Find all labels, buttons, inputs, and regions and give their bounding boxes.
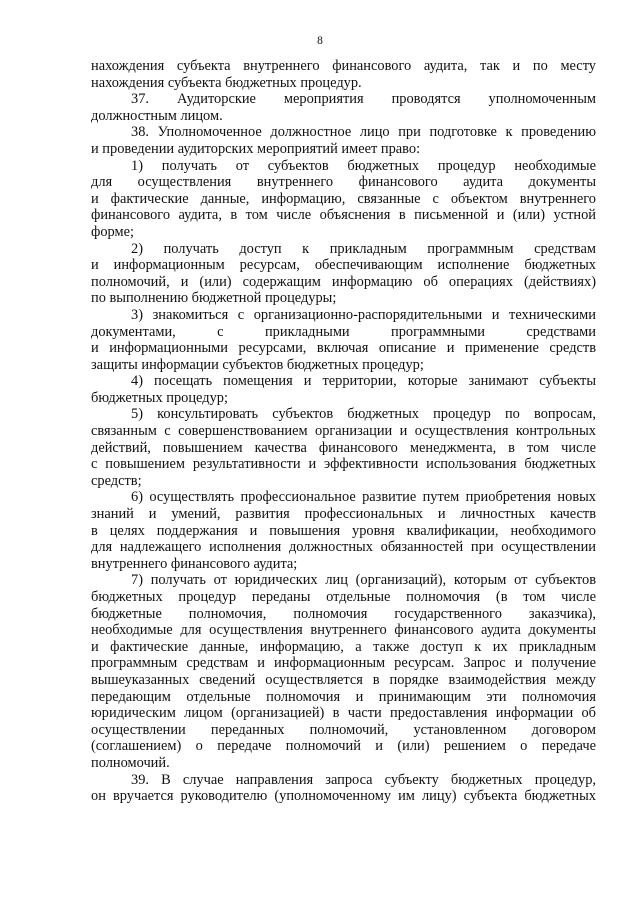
- text-line: защиты информации субъектов бюджетных процедур;: [91, 356, 424, 373]
- text-line: передающим отдельные полномочия и принимающим эти полномочия: [91, 688, 596, 705]
- text-line: документами, с прикладными программными средствами: [91, 323, 596, 340]
- text-line: в целях поддержания и повышения уровня квалификации, необходимого: [91, 522, 596, 539]
- text-line: полномочий.: [91, 754, 170, 771]
- document-body: [91, 58, 596, 805]
- text-line: (соглашением) о передаче полномочий и (или) решением о передаче: [91, 738, 596, 755]
- text-line: полномочий, и (или) содержащим информацию об операциях (действиях): [91, 273, 596, 290]
- text-line: действий, повышением качества финансового менеджмента, в том числе: [91, 439, 596, 456]
- text-line: и фактические данные, информацию, а также доступ к их прикладным: [91, 638, 596, 655]
- text-line: 4) посещать помещения и территории, которые занимают субъекты: [131, 373, 596, 390]
- page-number: 8: [317, 35, 323, 47]
- text-line: 39. В случае направления запроса субъекту бюджетных процедур,: [131, 771, 596, 788]
- text-line: нахождения субъекта внутреннего финансового аудита, так и по месту: [91, 58, 596, 74]
- text-line: 1) получать от субъектов бюджетных процедур необходимые: [131, 157, 596, 174]
- text-line: связанным с совершенствованием организации и осуществления контрольных: [91, 423, 596, 440]
- text-line: и информационным ресурсам, обеспечивающим исполнение бюджетных: [91, 257, 596, 274]
- text-line: должностным лицом.: [91, 107, 223, 124]
- text-line: по выполнению бюджетной процедуры;: [91, 290, 337, 307]
- text-line: он вручается руководителю (уполномоченному им лицу) субъекта бюджетных: [91, 788, 596, 805]
- text-line: бюджетных процедур;: [91, 389, 228, 406]
- text-line: 6) осуществлять профессиональное развитие путем приобретения новых: [131, 489, 596, 506]
- text-line: бюджетные полномочия, полномочия государственного заказчика),: [91, 605, 596, 622]
- text-line: и проведении аудиторских мероприятий имеет право:: [91, 140, 421, 157]
- text-line: программным средствам и информационным ресурсам. Запрос и получение: [91, 655, 596, 672]
- text-line: финансового аудита, в том числе объяснения в письменной и (или) устной: [91, 207, 596, 224]
- text-line: 5) консультировать субъектов бюджетных процедур по вопросам,: [131, 406, 596, 423]
- text-line: вышеуказанных сведений осуществляется в порядке взаимодействия между: [91, 671, 596, 688]
- text-line: с повышением результативности и эффективности использования бюджетных: [91, 456, 596, 473]
- text-line: 2) получать доступ к прикладным программным средствам: [131, 240, 596, 257]
- text-line: 37. Аудиторские мероприятия проводятся уполномоченным: [131, 91, 596, 108]
- text-line: внутреннего финансового аудита;: [91, 555, 298, 572]
- text-line: 38. Уполномоченное должностное лицо при подготовке к проведению: [131, 124, 596, 141]
- text-line: для осуществления внутреннего финансового аудита документы: [91, 174, 596, 191]
- text-line: средств;: [91, 472, 142, 489]
- text-line: юридическим лицом (организацией) в части предоставления информации об: [91, 705, 596, 722]
- text-line: и информационными ресурсами, включая описание и применение средств: [91, 340, 596, 357]
- text-line: 3) знакомиться с организационно-распорядительными и техническими: [131, 306, 596, 323]
- text-line: 7) получать от юридических лиц (организаций), которым от субъектов: [131, 572, 596, 589]
- text-line: форме;: [91, 223, 134, 240]
- text-line: для надлежащего исполнения должностных обязанностей при осуществлении: [91, 539, 596, 556]
- text-line: необходимые для осуществления внутреннего финансового аудита документы: [91, 622, 596, 639]
- text-line: знаний и умений, развития профессиональных и личностных качеств: [91, 506, 596, 523]
- text-line: и фактические данные, информацию, связанные с объектом внутреннего: [91, 190, 596, 207]
- text-line: нахождения субъекта бюджетных процедур.: [91, 74, 362, 91]
- text-line: бюджетных процедур переданы отдельные полномочия (в том числе: [91, 589, 596, 605]
- text-line: осуществлении переданных полномочий, установленном договором: [91, 721, 596, 738]
